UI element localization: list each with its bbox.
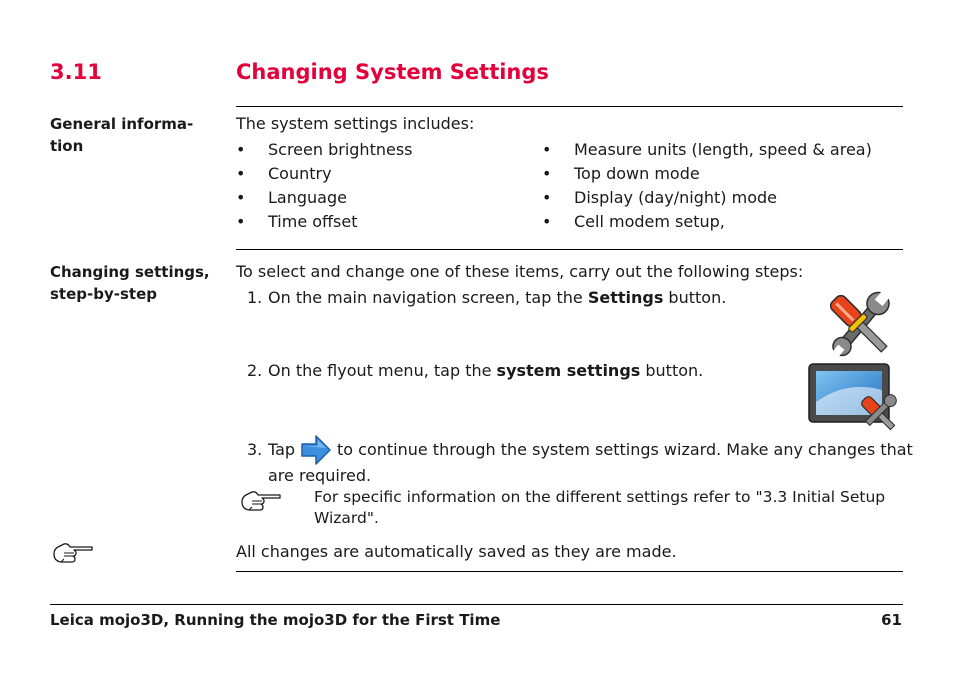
next-arrow-icon [300, 434, 332, 466]
section-number: 3.11 [50, 60, 102, 84]
step-3-number: 3. [247, 440, 263, 459]
step-2-number: 2. [247, 361, 263, 380]
footer-divider [50, 604, 903, 605]
steps-intro: To select and change one of these items, carry out the following steps: [236, 262, 804, 281]
side-heading-steps: Changing settings, step-by-step [50, 263, 210, 303]
step-3-text-line2: are required. [268, 466, 372, 485]
side-heading-general: General informa- tion [50, 115, 194, 155]
step-1-number: 1. [247, 288, 263, 307]
list-item: • Display (day/night) mode [542, 188, 777, 207]
step-2-text: On the flyout menu, tap the system settings button. [268, 361, 704, 380]
system-settings-monitor-icon [807, 362, 903, 430]
list-item: • Language [236, 188, 347, 207]
footer-title: Leica mojo3D, Running the mojo3D for the First Time [50, 611, 501, 629]
bullet-list-left [236, 138, 536, 234]
settings-tools-icon [815, 291, 905, 359]
general-intro: The system settings includes: [236, 114, 475, 133]
bullet-list-right [542, 138, 902, 234]
list-item: • Cell modem setup, [542, 212, 725, 231]
pointing-hand-icon [240, 489, 282, 513]
list-item: • Country [236, 164, 332, 183]
note-step-3: For specific information on the different settings refer to "3.3 Initial Setup Wizard". [314, 488, 886, 527]
note-text: All changes are automatically saved as they are made. [236, 542, 677, 561]
divider [236, 249, 903, 250]
step-3-pre: Tap [268, 440, 296, 459]
list-item: • Top down mode [542, 164, 700, 183]
pointing-hand-icon [52, 541, 94, 565]
list-item: • Screen brightness [236, 140, 413, 159]
divider [236, 106, 903, 107]
step-1-text: On the main navigation screen, tap the Settings button. [268, 288, 727, 307]
list-item: • Measure units (length, speed & area) [542, 140, 872, 159]
section-title: Changing System Settings [236, 60, 549, 84]
step-3-text: to continue through the system settings wizard. Make any changes that [337, 440, 913, 459]
page-number: 61 [881, 611, 902, 629]
divider [236, 571, 903, 572]
list-item: • Time offset [236, 212, 358, 231]
